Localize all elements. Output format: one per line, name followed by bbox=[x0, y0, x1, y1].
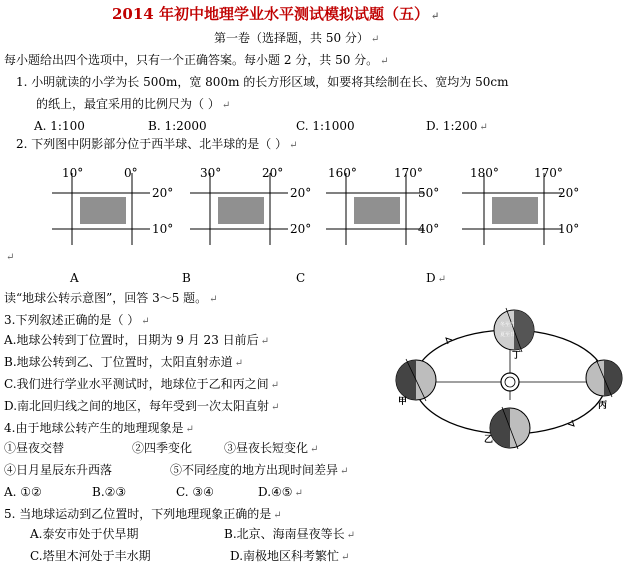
section-subtitle: 第一卷（选择题，共 50 分） ↵ bbox=[214, 31, 380, 45]
q4-item-1: ①昼夜交替 bbox=[4, 441, 65, 455]
grid-d-lon-left: 180° bbox=[470, 166, 499, 180]
grid-letter-a: A bbox=[70, 271, 79, 285]
q5-option-c: C.塔里木河处于丰水期 bbox=[30, 549, 151, 563]
q5-stem: 5. 当地球运动到乙位置时，下列地理现象正确的是 ↵ bbox=[4, 507, 282, 521]
grid-d-lat-top: 20° bbox=[558, 186, 580, 200]
grid-d-lat-bottom: 10° bbox=[558, 222, 580, 236]
grid-c-lon-right: 170° bbox=[394, 166, 423, 180]
reading-prompt: 读“地球公转示意图”，回答 3～5 题。 ↵ bbox=[4, 291, 218, 305]
grid-b-lat-top: 20° bbox=[290, 186, 312, 200]
grid-letter-d: D ↵ bbox=[426, 271, 447, 285]
q5-option-a: A.泰安市处于伏旱期 bbox=[30, 527, 139, 541]
instructions: 每小题给出四个选项中，只有一个正确答案。每小题 2 分，共 50 分。 ↵ bbox=[4, 53, 389, 67]
grid-c-lat-top: 50° bbox=[418, 186, 440, 200]
q4-item-5: ⑤不同经度的地方出现时间差异 ↵ bbox=[170, 463, 349, 477]
grid-a-lat-bottom: 10° bbox=[152, 222, 174, 236]
orbit-label-ding: 丁 bbox=[512, 351, 522, 361]
q4-option-c: C. ③④ bbox=[176, 485, 214, 499]
orbit-label-yi: 乙 bbox=[484, 435, 494, 445]
grid-b-lat-bottom: 20° bbox=[290, 222, 312, 236]
earth-right-icon bbox=[586, 359, 622, 397]
grid-a-lat-top: 20° bbox=[152, 186, 174, 200]
grid-letter-b: B bbox=[182, 271, 191, 285]
grid-b-lon-left: 30° bbox=[200, 166, 222, 180]
q1-option-c: C. 1:1000 bbox=[296, 119, 355, 133]
svg-text:冬至日: 冬至日 bbox=[500, 322, 516, 328]
q4-option-a: A. ①② bbox=[4, 485, 42, 499]
earth-bottom-icon bbox=[490, 407, 530, 449]
earth-top-icon bbox=[494, 308, 534, 352]
grid-d-lon-right: 170° bbox=[534, 166, 563, 180]
lat-lon-grid-d bbox=[458, 165, 588, 247]
q3-option-d: D.南北回归线之间的地区，每年受到一次太阳直射 ↵ bbox=[4, 399, 280, 413]
q3-option-c: C.我们进行学业水平测试时，地球位于乙和丙之间 ↵ bbox=[4, 377, 279, 391]
lat-lon-grid-a bbox=[50, 165, 180, 247]
grid-a-lon-left: 10° bbox=[62, 166, 84, 180]
q3-option-b: B.地球公转到乙、丁位置时，太阳直射赤道 ↵ bbox=[4, 355, 244, 369]
q1-option-a: A. 1:100 bbox=[34, 119, 85, 133]
q1-stem-line2: 的纸上，最宜采用的比例尺为（ ） ↵ bbox=[36, 97, 231, 111]
q5-option-d: D.南极地区科考繁忙 ↵ bbox=[230, 549, 350, 563]
lat-lon-grid-c bbox=[318, 165, 448, 247]
q3-option-a: A.地球公转到丁位置时，日期为 9 月 23 日前后 ↵ bbox=[4, 333, 270, 347]
q1-option-b: B. 1:2000 bbox=[148, 119, 207, 133]
page-title: 2014 年初中地理学业水平测试模拟试题（五） ↵ bbox=[112, 5, 440, 23]
earth-orbit-diagram bbox=[392, 300, 624, 455]
orbit-label-bing: 丙 bbox=[598, 401, 608, 411]
grid-a-lon-right: 0° bbox=[124, 166, 138, 180]
q2-stem: 2. 下列图中阴影部分位于西半球、北半球的是（ ） ↵ bbox=[16, 137, 298, 151]
lat-lon-grid-b bbox=[188, 165, 318, 247]
q3-stem: 3.下列叙述正确的是（ ） ↵ bbox=[4, 313, 150, 327]
q1-option-d: D. 1:200 ↵ bbox=[426, 119, 488, 133]
q4-option-b: B.②③ bbox=[92, 485, 127, 499]
q4-item-4: ④日月星辰东升西落 bbox=[4, 463, 113, 477]
return-mark: ↵ bbox=[6, 252, 15, 263]
grid-letter-c: C bbox=[296, 271, 306, 285]
q1-stem-line1: 1. 小明就读的小学为长 500m，宽 800m 的长方形区域，如要将其绘制在长、宽均为 50cm bbox=[16, 75, 509, 89]
q4-option-d: D.④⑤ ↵ bbox=[258, 485, 303, 499]
q5-option-b: B.北京、海南昼夜等长 ↵ bbox=[224, 527, 356, 541]
orbit-label-jia: 甲 bbox=[398, 397, 408, 407]
q4-stem: 4.由于地球公转产生的地理现象是 ↵ bbox=[4, 421, 194, 435]
svg-text:夏至日: 夏至日 bbox=[500, 332, 516, 338]
q4-item-2: ②四季变化 bbox=[132, 441, 193, 455]
grid-b-lon-right: 20° bbox=[262, 166, 284, 180]
q4-item-3: ③昼夜长短变化 ↵ bbox=[224, 441, 319, 455]
grid-c-lat-bottom: 40° bbox=[418, 222, 440, 236]
grid-c-lon-left: 160° bbox=[328, 166, 357, 180]
